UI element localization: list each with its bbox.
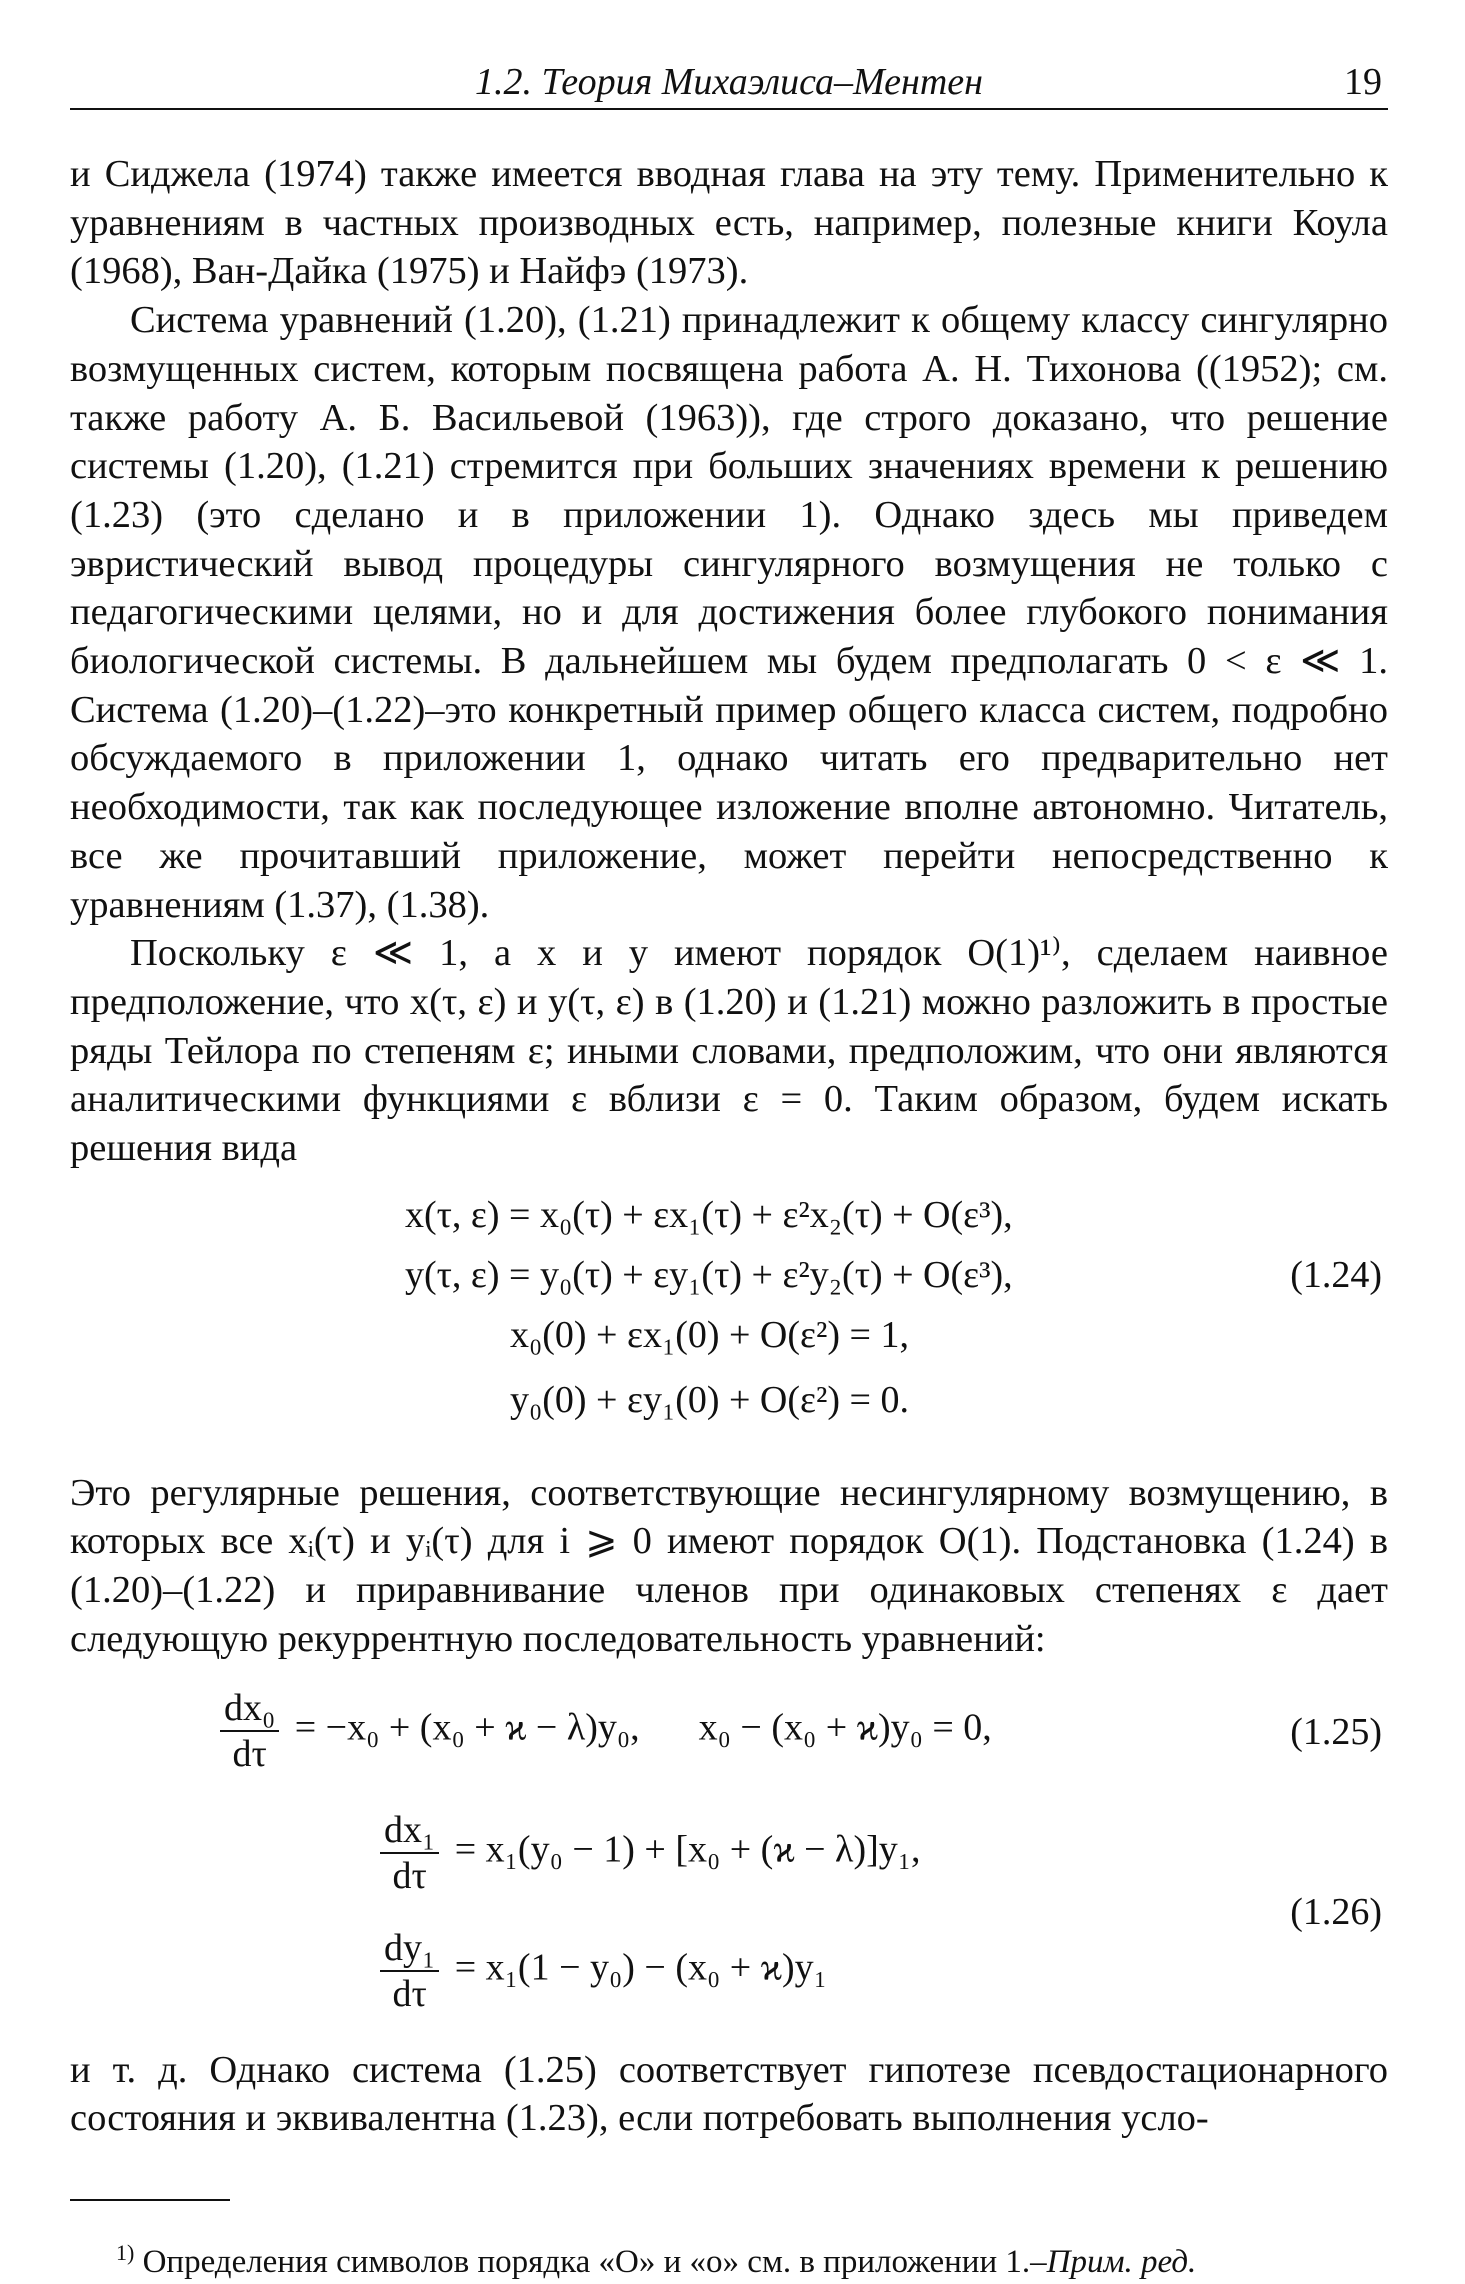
- page-number: 19: [1344, 61, 1382, 103]
- equation-1-25: [70, 1686, 1388, 1794]
- eq-1-26-numerator-2: dy₁: [380, 1926, 439, 1972]
- eq-1-26-denominator-2: dτ: [392, 1972, 427, 2015]
- eq-1-26-line-2: [380, 1926, 827, 2016]
- eq-1-24-line-1: x(τ, ε) = x₀(τ) + εx₁(τ) + ε²x₂(τ) + O(ε³),: [405, 1193, 1013, 1236]
- eq-1-24-line-3: x₀(0) + εx₁(0) + O(ε²) = 1,: [510, 1313, 909, 1356]
- running-header: [70, 60, 1388, 110]
- running-title: 1.2. Теория Михаэлиса–Ментен: [474, 61, 984, 103]
- paragraph-1: и Сиджела (1974) также имеется вводная глава на эту тему. Применительно к уравнениям в частных производных есть, например, полезные книги Коула (1968), Ван-Дайка (1975) и Найфэ (1973).: [70, 153, 1388, 293]
- eq-1-26-rhs-2: = x₁(1 − y₀) − (x₀ + ϰ)y₁: [454, 1946, 827, 1989]
- body-text: [70, 150, 1388, 1173]
- paragraph-4: Это регулярные решения, соответствующие несингулярному возмущению, в которых все xᵢ(τ) и yᵢ(τ) для i ⩾ 0 имеют порядок O(1). Подстановка (1.24) в (1.20)–(1.22) и приравнивание членов при одинаковых степенях ε дает следующую рекуррентную последовательность уравнений:: [70, 1471, 1388, 1660]
- eq-1-24-number: (1.24): [1290, 1253, 1382, 1296]
- paragraph-2: Система уравнений (1.20), (1.21) принадлежит к общему классу сингулярно возмущенных систем, которым посвящена работа А. Н. Тихонова ((1952); см. также работу А. Б. Васильевой (1963)), где строго доказано, что решение системы (1.20), (1.21) стремится при больших значениях времени к решению (1.23) (это сделано и в приложении 1). Однако здесь мы приведем эвристический вывод процедуры сингулярного возмущения не только с педагогическими целями, но и для достижения более глубокого понимания биологической системы. В дальнейшем мы будем предполагать 0 < ε ≪ 1. Система (1.20)–(1.22)–это конкретный пример общего класса систем, подробно обсуждаемого в приложении 1, однако читать его предварительно нет необходимости, так как последующее изложение вполне автономно. Читатель, все же прочитавший приложение, может перейти непосредственно к уравнениям (1.37), (1.38).: [70, 299, 1388, 926]
- equation-1-26: [70, 1808, 1388, 2032]
- body-text-3: [70, 2046, 1388, 2143]
- eq-1-25-second: x₀ − (x₀ + ϰ)y₀ = 0,: [698, 1706, 992, 1749]
- eq-1-24-line-4: y₀(0) + εy₁(0) + O(ε²) = 0.: [510, 1378, 909, 1421]
- eq-1-24-line-2: y(τ, ε) = y₀(τ) + εy₁(τ) + ε²y₂(τ) + O(ε³),: [405, 1253, 1013, 1296]
- eq-1-26-denominator-1: dτ: [392, 1854, 427, 1897]
- eq-1-26-fraction-1: [380, 1808, 439, 1898]
- equation-1-24: [70, 1193, 1388, 1443]
- footnote-rule: [70, 2199, 230, 2201]
- eq-1-25-numerator: dx₀: [220, 1686, 279, 1732]
- eq-1-26-number: (1.26): [1290, 1890, 1382, 1933]
- page: [70, 60, 1388, 2284]
- eq-1-26-rhs-1: = x₁(y₀ − 1) + [x₀ + (ϰ − λ)]y₁,: [454, 1828, 921, 1871]
- eq-1-25-denominator: dτ: [232, 1732, 267, 1775]
- eq-1-25-rhs: = −x₀ + (x₀ + ϰ − λ)y₀,: [294, 1706, 640, 1749]
- footnote-marker: 1): [116, 2239, 135, 2265]
- footnote-text: Определения символов порядка «O» и «o» см. в приложении 1.–: [142, 2243, 1047, 2280]
- eq-1-26-numerator-1: dx₁: [380, 1808, 439, 1854]
- paragraph-3: Поскольку ε ≪ 1, а x и y имеют порядок O(1)¹⁾, сделаем наивное предположение, что x(τ, ε) и y(τ, ε) в (1.20) и (1.21) можно разложить в простые ряды Тейлора по степеням ε; иными словами, предположим, что они являются аналитическими функциями ε вблизи ε = 0. Таким образом, будем искать решения вида: [70, 932, 1388, 1170]
- footnote-editor-note: Прим. ред.: [1046, 2243, 1197, 2280]
- footnote: [70, 2231, 1388, 2284]
- eq-1-25-line: [220, 1686, 992, 1776]
- eq-1-25-number: (1.25): [1290, 1710, 1382, 1753]
- eq-1-26-fraction-2: [380, 1926, 439, 2016]
- eq-1-26-line-1: [380, 1808, 921, 1898]
- paragraph-5: и т. д. Однако система (1.25) соответствует гипотезе псевдостационарного состояния и эквивалентна (1.23), если потребовать выполнения усло-: [70, 2048, 1388, 2140]
- eq-1-25-fraction: [220, 1686, 279, 1776]
- body-text-2: [70, 1469, 1388, 1664]
